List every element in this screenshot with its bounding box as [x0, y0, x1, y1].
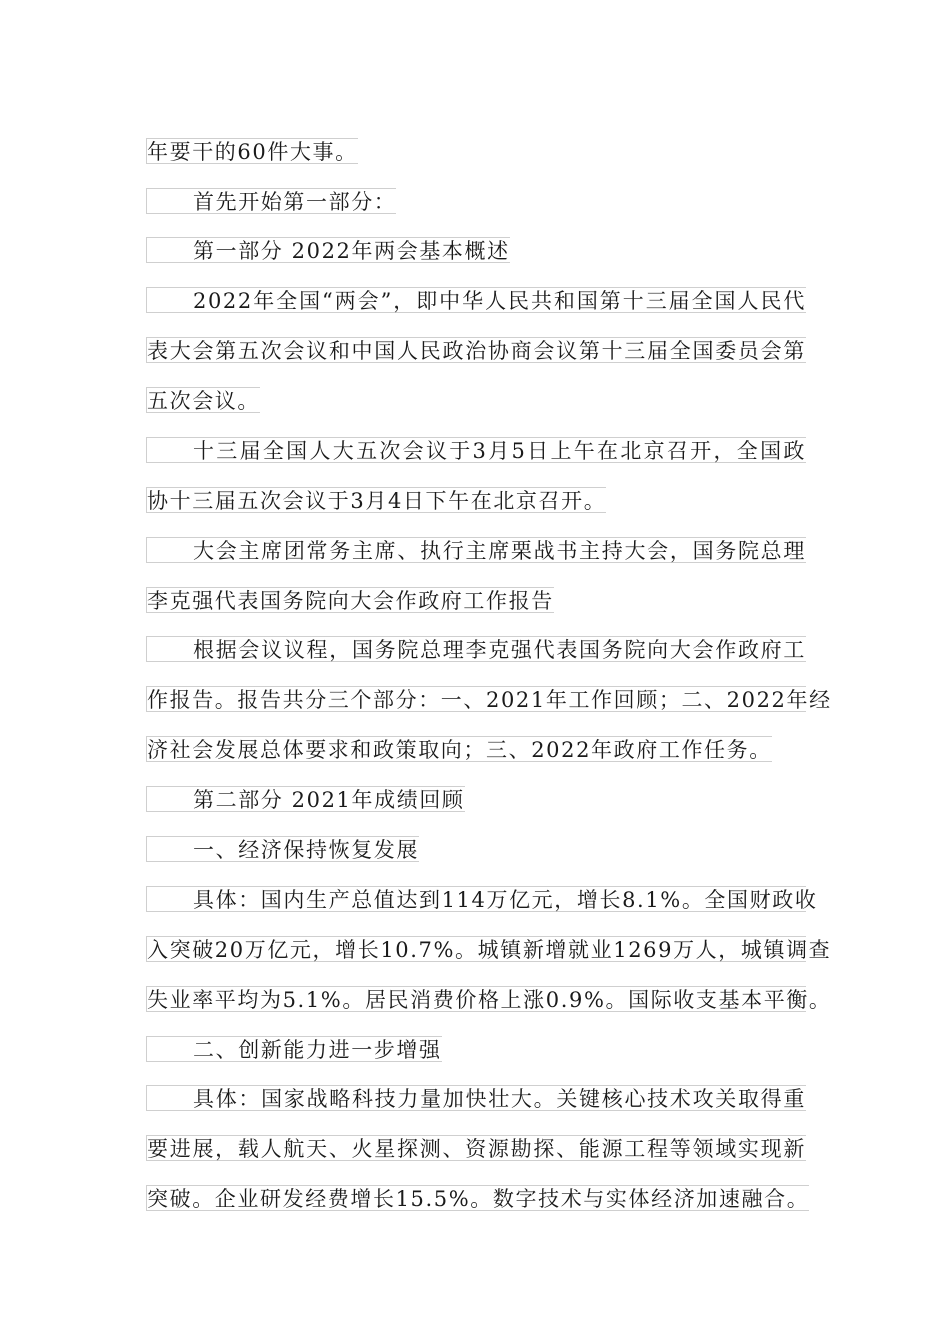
text-line: 济社会发展总体要求和政策取向；三、2022年政府工作任务。: [147, 738, 772, 762]
subsection-heading: 二、创新能力进一步增强: [146, 1036, 442, 1062]
text-line: 根据会议议程，国务院总理李克强代表国务院向大会作政府工: [146, 636, 806, 662]
text-line: 年要干的60件大事。: [147, 140, 358, 164]
text-line: 具体：国内生产总值达到114万亿元，增长8.1%。全国财政收: [146, 886, 806, 912]
text-line: 五次会议。: [147, 389, 260, 413]
text-line: 2022年全国“两会”，即中华人民共和国第十三届全国人民代: [146, 287, 806, 313]
text-line: 首先开始第一部分：: [146, 188, 396, 214]
text-line: 十三届全国人大五次会议于3月5日上午在北京召开，全国政: [146, 437, 806, 463]
section-heading: 第二部分 2021年成绩回顾: [146, 786, 465, 812]
text-line: 失业率平均为5.1%。居民消费价格上涨0.9%。国际收支基本平衡。: [147, 988, 832, 1012]
text-line: 入突破20万亿元，增长10.7%。城镇新增就业1269万人，城镇调查: [147, 938, 832, 962]
text-line: 李克强代表国务院向大会作政府工作报告: [147, 589, 554, 613]
text-line: 协十三届五次会议于3月4日下午在北京召开。: [147, 489, 607, 513]
text-line: 突破。企业研发经费增长15.5%。数字技术与实体经济加速融合。: [147, 1187, 810, 1211]
text-line: 作报告。报告共分三个部分：一、2021年工作回顾；二、2022年经: [147, 688, 832, 712]
text-line: 大会主席团常务主席、执行主席栗战书主持大会，国务院总理: [146, 537, 806, 563]
text-line: 表大会第五次会议和中国人民政治协商会议第十三届全国委员会第: [147, 339, 806, 363]
section-heading: 第一部分 2022年两会基本概述: [146, 237, 510, 263]
text-line: 要进展，载人航天、火星探测、资源勘探、能源工程等领域实现新: [147, 1137, 806, 1161]
text-line: 具体：国家战略科技力量加快壮大。关键核心技术攻关取得重: [146, 1085, 806, 1111]
subsection-heading: 一、经济保持恢复发展: [146, 836, 419, 862]
